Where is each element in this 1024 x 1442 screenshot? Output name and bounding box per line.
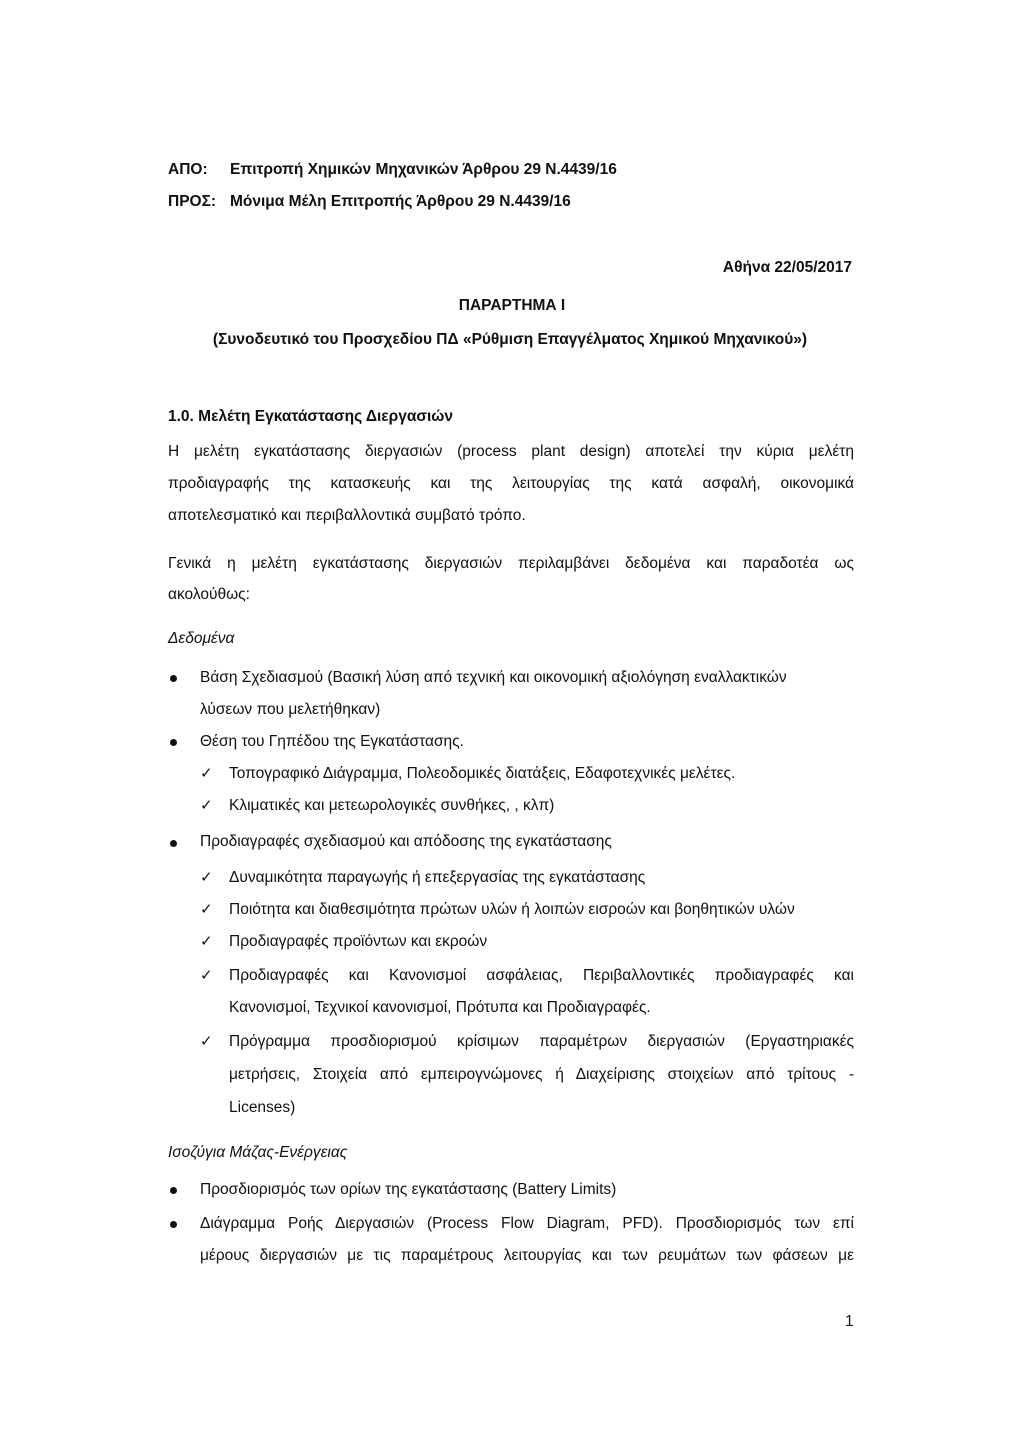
date: Αθήνα 22/05/2017 (722, 259, 852, 276)
data-bullet1-line1: Βάση Σχεδιασμού (Βασική λύση από τεχνική και οικονομική αξιολόγηση εναλλακτικών (200, 669, 787, 686)
bullet-icon (170, 1221, 177, 1228)
para1-line1: Η μελέτη εγκατάστασης διεργασιών (process plant design) αποτελεί την κύρια μελέτη (168, 443, 854, 460)
para1-line3: αποτελεσματικό και περιβαλλοντικά συμβατό τρόπο. (168, 507, 526, 524)
data-bullet3-check5-line2: μετρήσεις, Στοιχεία από εμπειρογνώμονες ή Διαχείρισης στοιχείων από τρίτους - (229, 1066, 854, 1083)
data-bullet1-line2: λύσεων που μελετήθηκαν) (200, 701, 381, 718)
balance-bullet1: Προσδιορισμός των ορίων της εγκατάστασης (Battery Limits) (200, 1181, 617, 1198)
checkmark-icon: ✓ (200, 932, 213, 950)
data-bullet3-check5-line1: Πρόγραμμα προσδιορισμού κρίσιμων παραμέτρων διεργασιών (Εργαστηριακές (229, 1033, 854, 1050)
annex-subtitle: (Συνοδευτικό του Προσχεδίου ΠΔ «Ρύθμιση Επαγγέλματος Χημικού Μηχανικού») (212, 331, 808, 348)
bullet-icon (170, 739, 177, 746)
data-bullet3-check4-line2: Κανονισμοί, Τεχνικοί κανονισμοί, Πρότυπα και Προδιαγραφές. (229, 999, 651, 1016)
data-bullet3-check2: Ποιότητα και διαθεσιμότητα πρώτων υλών ή λοιπών εισροών και βοηθητικών υλών (229, 901, 795, 918)
section-number: 1.0. (168, 408, 194, 425)
data-bullet2-check1: Τοπογραφικό Διάγραμμα, Πολεοδομικές διατάξεις, Εδαφοτεχνικές μελέτες. (229, 765, 736, 782)
data-heading: Δεδομένα (168, 630, 235, 647)
para2-line1: Γενικά η μελέτη εγκατάστασης διεργασιών περιλαμβάνει δεδομένα και παραδοτέα ως (168, 555, 854, 572)
data-bullet2-check2: Κλιματικές και μετεωρολογικές συνθήκες, , κλπ) (229, 797, 555, 814)
data-bullet3-check5-line3: Licenses) (229, 1099, 296, 1116)
checkmark-icon: ✓ (200, 764, 213, 782)
from-label: ΑΠΟ: (168, 161, 208, 178)
section-title: Μελέτη Εγκατάστασης Διεργασιών (198, 408, 454, 425)
bullet-icon (170, 675, 177, 682)
para2-line2: ακολούθως: (168, 586, 250, 603)
checkmark-icon: ✓ (200, 1032, 213, 1050)
checkmark-icon: ✓ (200, 868, 213, 886)
annex-title: ΠΑΡΑΡΤΗΜΑ Ι (458, 297, 566, 314)
checkmark-icon: ✓ (200, 966, 213, 984)
from-value: Επιτροπή Χημικών Μηχανικών Άρθρου 29 Ν.4439/16 (230, 161, 617, 178)
to-value: Μόνιμα Μέλη Επιτροπής Άρθρου 29 Ν.4439/16 (230, 193, 571, 210)
page-number: 1 (845, 1313, 854, 1330)
data-bullet3-check1: Δυναμικότητα παραγωγής ή επεξεργασίας της εγκατάστασης (229, 869, 646, 886)
balance-bullet2-line2: μέρους διεργασιών με τις παραμέτρους λειτουργίας και των ρευμάτων των φάσεων με (200, 1247, 854, 1264)
data-bullet3: Προδιαγραφές σχεδιασμού και απόδοσης της εγκατάστασης (200, 833, 612, 850)
to-label: ΠΡΟΣ: (168, 193, 217, 210)
bullet-icon (170, 840, 177, 847)
data-bullet3-check3: Προδιαγραφές προϊόντων και εκροών (229, 933, 488, 950)
to-line (168, 192, 571, 212)
checkmark-icon: ✓ (200, 900, 213, 918)
data-bullet2: Θέση του Γηπέδου της Εγκατάστασης. (200, 733, 464, 750)
data-bullet3-check4-line1: Προδιαγραφές και Κανονισμοί ασφάλειας, Περιβαλλοντικές προδιαγραφές και (229, 967, 854, 984)
bullet-icon (170, 1187, 177, 1194)
para1-line2: προδιαγραφής της κατασκευής και της λειτουργίας της κατά ασφαλή, οικονομικά (168, 475, 854, 492)
from-line (168, 160, 617, 180)
section-heading (168, 407, 453, 427)
balance-heading: Ισοζύγια Μάζας-Ενέργειας (168, 1144, 348, 1161)
balance-bullet2-line1: Διάγραμμα Ροής Διεργασιών (Process Flow Diagram, PFD). Προσδιορισμός των επί (200, 1215, 854, 1232)
checkmark-icon: ✓ (200, 796, 213, 814)
